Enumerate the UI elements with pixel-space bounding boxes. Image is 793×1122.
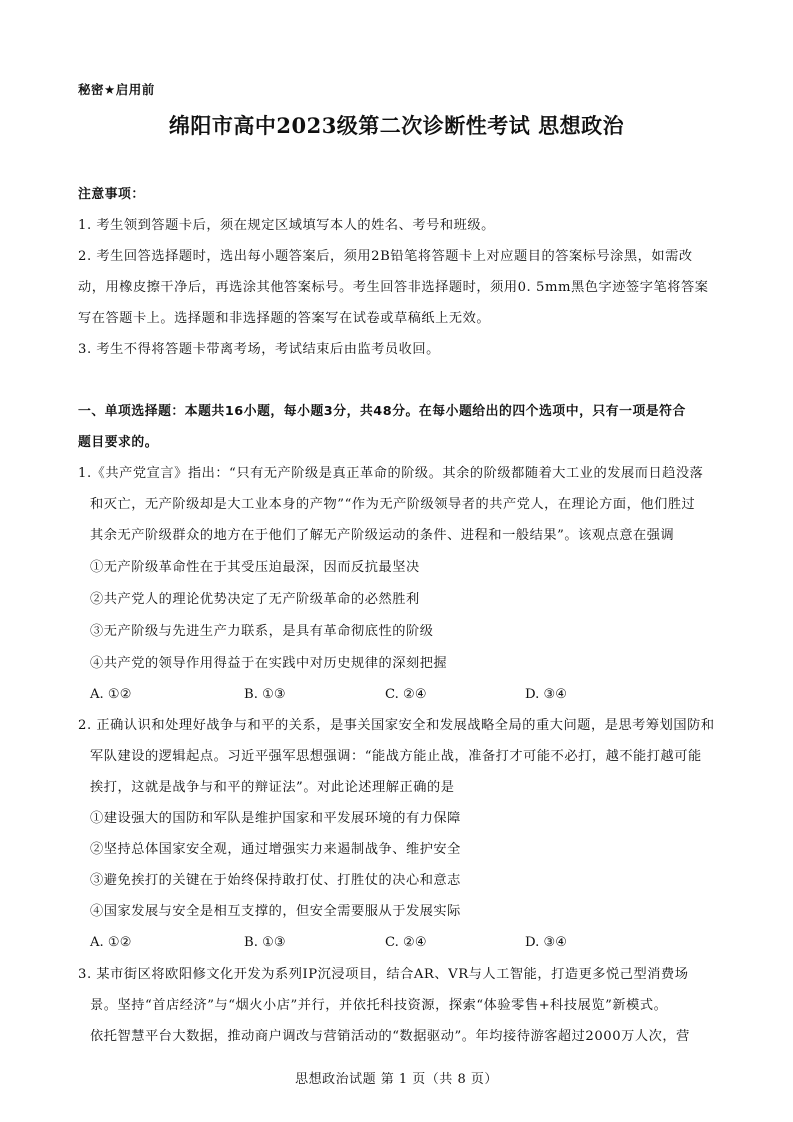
exam-title: 绵阳市高中2023级第二次诊断性考试 思想政治: [168, 113, 625, 138]
q1-statement-4: ④共产党的领导作用得益于在实践中对历史规律的深刻把握: [90, 656, 448, 671]
q2-option-d: D. ③④: [525, 935, 568, 950]
q1-stem-line-1: 1.《共产党宣言》指出：“只有无产阶级是真正革命的阶级。其余的阶级都随着大工业的发展而日趋没落: [78, 466, 704, 481]
section-heading-line-1: 一、单项选择题：本题共16小题，每小题3分，共48分。在每小题给出的四个选项中，只有一项是符合: [78, 404, 686, 419]
notice-item-2-line-2: 动，用橡皮擦干净后，再选涂其他答案标号。考生回答非选择题时，须用0. 5mm黑色字迹签字笔将答案: [78, 280, 709, 295]
q2-option-b: B. ①③: [244, 935, 286, 950]
q3-stem-line-1: 3. 某市街区将欧阳修文化开发为系列IP沉浸项目，结合AR、VR与人工智能，打造更多悦己型消费场: [78, 967, 689, 982]
notice-item-3: 3. 考生不得将答题卡带离考场，考试结束后由监考员收回。: [78, 342, 440, 357]
page-footer: 思想政治试题 第 1 页（共 8 页）: [295, 1072, 498, 1087]
q2-statement-2: ②坚持总体国家安全观，通过增强实力来遏制战争、维护安全: [90, 842, 461, 857]
q1-option-c: C. ②④: [385, 687, 427, 702]
notice-item-2-line-1: 2. 考生回答选择题时，选出每小题答案后，须用2B铅笔将答题卡上对应题目的答案标号涂黑，如需改: [78, 249, 693, 264]
notice-item-1: 1. 考生领到答题卡后，须在规定区域填写本人的姓名、考号和班级。: [78, 218, 495, 233]
q2-stem-line-2: 军队建设的逻辑起点。习近平强军思想强调：“能战方能止战，准备打才可能不必打，越不能打越可能: [90, 749, 702, 764]
confidential-label: 秘密★启用前: [78, 82, 155, 97]
q1-statement-3: ③无产阶级与先进生产力联系，是具有革命彻底性的阶级: [90, 624, 434, 639]
q1-option-d: D. ③④: [525, 687, 568, 702]
q2-statement-3: ③避免挨打的关键在于始终保持敢打仗、打胜仗的决心和意志: [90, 873, 461, 888]
q1-stem-line-3: 其余无产阶级群众的地方在于他们了解无产阶级运动的条件、进程和一般结果”。该观点意在强调: [90, 528, 675, 543]
q2-statement-4: ④国家发展与安全是相互支撑的，但安全需要服从于发展实际: [90, 904, 461, 919]
q2-stem-line-3: 挨打，这就是战争与和平的辩证法”。对此论述理解正确的是: [90, 780, 455, 795]
q2-option-c: C. ②④: [385, 935, 427, 950]
q1-stem-line-2: 和灭亡，无产阶级却是大工业本身的产物”“作为无产阶级领导者的共产党人，在理论方面，他们胜过: [90, 497, 696, 512]
notice-heading: 注意事项：: [78, 187, 145, 202]
q2-option-a: A. ①②: [90, 935, 132, 950]
q1-option-b: B. ①③: [244, 687, 286, 702]
q1-option-a: A. ①②: [90, 687, 132, 702]
q1-statement-1: ①无产阶级革命性在于其受压迫最深，因而反抗最坚决: [90, 560, 420, 575]
section-heading-line-2: 题目要求的。: [78, 435, 159, 450]
q3-stem-line-2: 景。坚持“首店经济”与“烟火小店”并行，并依托科技资源，探索“体验零售+科技展览”新模式。: [90, 998, 668, 1013]
notice-item-2-line-3: 写在答题卡上。选择题和非选择题的答案写在试卷或草稿纸上无效。: [78, 311, 491, 326]
q1-statement-2: ②共产党人的理论优势决定了无产阶级革命的必然胜利: [90, 592, 420, 607]
q2-stem-line-1: 2. 正确认识和处理好战争与和平的关系，是事关国家安全和发展战略全局的重大问题，是思考筹划国防和: [78, 718, 715, 733]
q2-statement-1: ①建设强大的国防和军队是维护国家和平发展环境的有力保障: [90, 811, 461, 826]
q3-stem-line-3: 依托智慧平台大数据，推动商户调改与营销活动的“数据驱动”。年均接待游客超过2000万人次，营: [90, 1029, 690, 1044]
